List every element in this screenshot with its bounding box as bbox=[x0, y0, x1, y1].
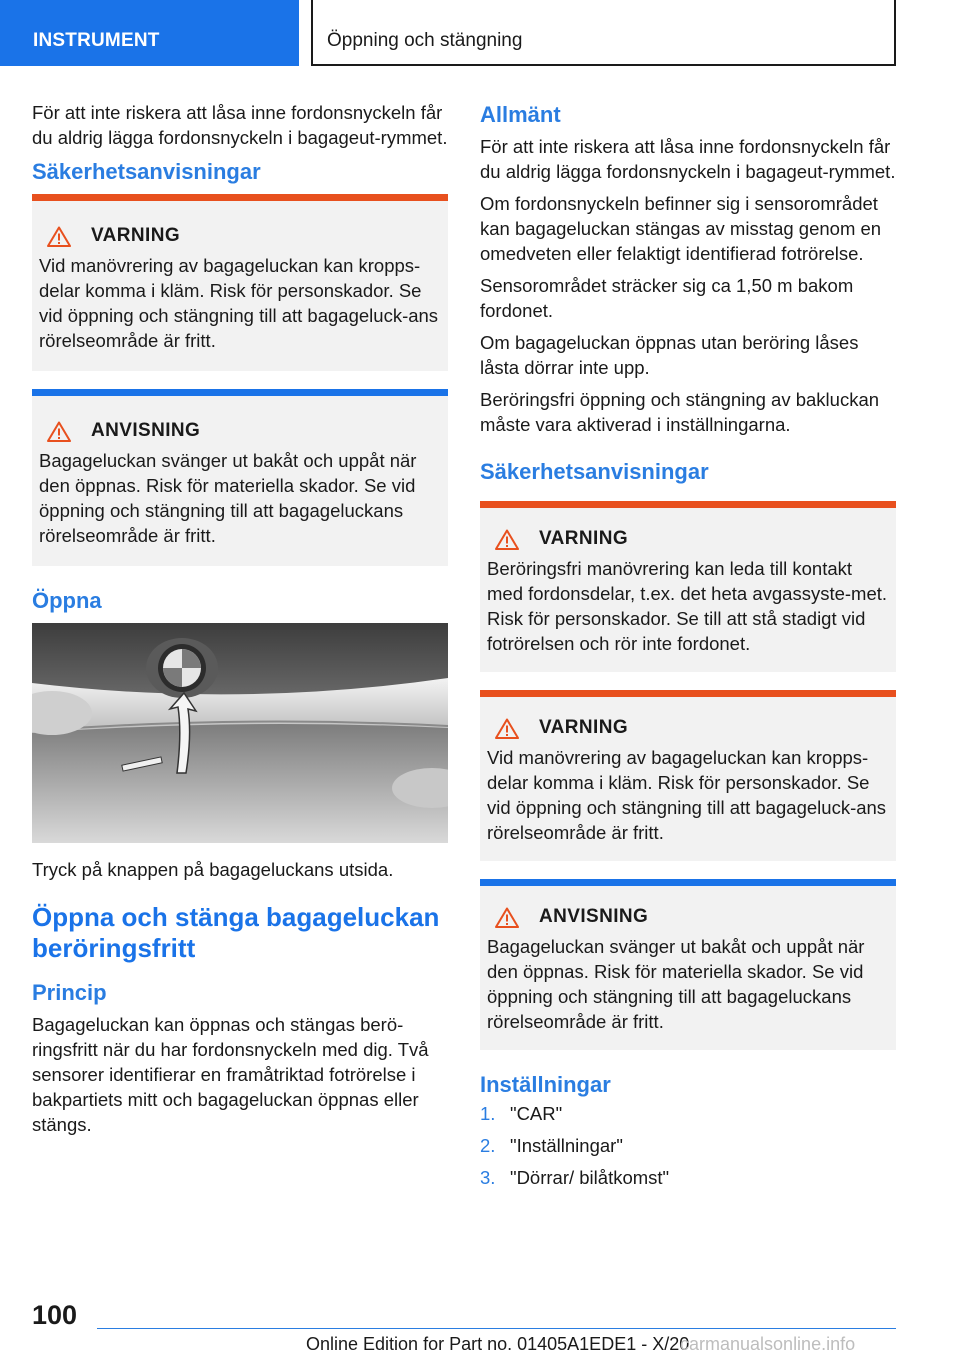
settings-steps bbox=[480, 1098, 896, 1194]
watermark: carmanualsonline.info bbox=[680, 1334, 856, 1354]
step-number: 2. bbox=[480, 1135, 496, 1156]
left-column bbox=[32, 100, 448, 1146]
warning-triangle-icon bbox=[47, 226, 71, 247]
open-heading: Öppna bbox=[32, 588, 102, 613]
right-column bbox=[480, 102, 896, 1194]
general-paragraph: För att inte riskera att låsa inne fordonsnyckeln får du aldrig lägga fordonsnyckeln i bagageut-rymmet. bbox=[480, 136, 896, 182]
tailgate-button-photo bbox=[32, 623, 448, 843]
general-paragraph: Beröringsfri öppning och stängning av bakluckan måste vara aktiverad i inställningarna. bbox=[480, 389, 880, 435]
note-bar bbox=[480, 879, 896, 886]
footer-rule bbox=[97, 1328, 896, 1329]
general-paragraph: Om bagageluckan öppnas utan beröring låses låsta dörrar inte upp. bbox=[480, 332, 859, 378]
general-paragraph: Om fordonsnyckeln befinner sig i sensorområdet kan bagageluckan stängas av misstag genom en omedveten eller felaktigt identifierad fotrörelse. bbox=[480, 193, 882, 264]
list-item bbox=[480, 1162, 896, 1194]
warning-triangle-icon bbox=[495, 718, 519, 739]
principle-text: Bagageluckan kan öppnas och stängas berö-ringsfritt när du har fordonsnyckeln med dig. Två sensorer identifierar en framåtriktad fotrörelse i bakpartiets mitt och bagageluckan öppnas eller stängs. bbox=[32, 1014, 429, 1135]
warning-triangle-icon bbox=[495, 529, 519, 550]
warning-box bbox=[480, 690, 896, 861]
warning-box bbox=[480, 501, 896, 672]
general-heading: Allmänt bbox=[480, 102, 561, 127]
caution-triangle-icon bbox=[47, 421, 71, 442]
warning-text: Vid manövrering av bagageluckan kan kropps-delar komma i kläm. Risk för personskador. Se vid öppning och stängning till att bagageluck-ans rörelseområde är fritt. bbox=[487, 747, 887, 843]
warning-bar bbox=[480, 690, 896, 697]
step-number: 1. bbox=[480, 1103, 496, 1124]
note-box bbox=[480, 879, 896, 1050]
note-text: Bagageluckan svänger ut bakåt och uppåt när den öppnas. Risk för materiella skador. Se vid öppning och stängning till att bagageluckans rörelseområde är fritt. bbox=[487, 936, 865, 1032]
warning-box bbox=[32, 194, 448, 371]
warning-bar bbox=[32, 194, 448, 201]
general-paragraph: Sensorområdet sträcker sig ca 1,50 m bakom fordonet. bbox=[480, 275, 854, 321]
warning-text: Beröringsfri manövrering kan leda till kontakt med fordonsdelar, t.ex. det heta avgassyste-met. Risk för personskador. Se till att stå stadigt vid fotrörelsen och rör inte fordonet. bbox=[487, 558, 888, 654]
note-box bbox=[32, 389, 448, 566]
caution-triangle-icon bbox=[495, 907, 519, 928]
note-bar bbox=[32, 389, 448, 396]
step-number: 3. bbox=[480, 1167, 496, 1188]
warning-label: VARNING bbox=[539, 717, 629, 738]
page-number: 100 bbox=[32, 1300, 78, 1330]
step-text: "Dörrar/ bilåtkomst" bbox=[510, 1167, 670, 1188]
list-item bbox=[480, 1130, 896, 1162]
note-label: ANVISNING bbox=[539, 906, 649, 927]
step-text: "Inställningar" bbox=[510, 1135, 623, 1156]
contactless-heading: Öppna och stänga bagageluckan beröringsfritt bbox=[32, 902, 440, 963]
safety-heading: Säkerhetsanvisningar bbox=[480, 459, 709, 484]
warning-label: VARNING bbox=[91, 225, 181, 246]
image-caption: Tryck på knappen på bagageluckans utsida. bbox=[32, 859, 394, 880]
principle-heading: Princip bbox=[32, 980, 107, 1005]
section-tab: INSTRUMENT bbox=[0, 0, 299, 66]
warning-label: VARNING bbox=[539, 528, 629, 549]
note-text: Bagageluckan svänger ut bakåt och uppåt när den öppnas. Risk för materiella skador. Se vid öppning och stängning till att bagageluckans rörelseområde är fritt. bbox=[39, 450, 417, 546]
intro-paragraph: För att inte riskera att låsa inne fordonsnyckeln får du aldrig lägga fordonsnyckeln i bagageut-rymmet. bbox=[32, 102, 448, 148]
safety-heading: Säkerhetsanvisningar bbox=[32, 159, 261, 184]
warning-text: Vid manövrering av bagageluckan kan kropps-delar komma i kläm. Risk för personskador. Se vid öppning och stängning till att bagageluck-ans rörelseområde är fritt. bbox=[39, 255, 439, 351]
edition-text: Online Edition for Part no. 01405A1EDE1 - X/20 bbox=[306, 1334, 690, 1354]
chapter-title: Öppning och stängning bbox=[311, 0, 896, 66]
step-text: "CAR" bbox=[510, 1103, 563, 1124]
note-label: ANVISNING bbox=[91, 420, 201, 441]
settings-heading: Inställningar bbox=[480, 1072, 611, 1097]
list-item bbox=[480, 1098, 896, 1130]
warning-bar bbox=[480, 501, 896, 508]
page-header bbox=[0, 0, 960, 66]
